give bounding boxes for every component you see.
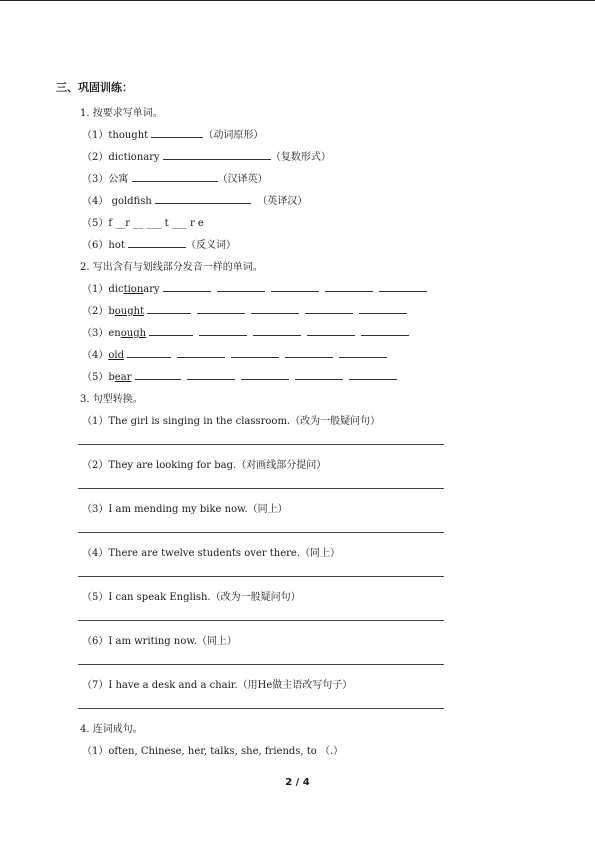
q1-item-1: （1）thought （动词原形） <box>82 126 263 141</box>
section-title: 三、巩固训练： <box>56 81 133 94</box>
q3-item-1: （1）The girl is singing in the classroom.（改为一般疑问句） <box>82 416 381 427</box>
q1-item-5: （5）f __r __ ___ t ___ r e <box>82 218 204 229</box>
q3-item-7: （7）I have a desk and a chair.（用He做主语改写句子） <box>82 680 353 691</box>
q2-item-5: （5）bear <box>82 368 403 383</box>
q1-item-6: （6）hot （反义词） <box>82 236 236 251</box>
answer-line <box>78 532 444 533</box>
underlined-part: ough <box>120 328 147 339</box>
answer-line <box>78 576 444 577</box>
q3-title: 3. 句型转换。 <box>80 394 143 405</box>
q2-item-3: （3）enough <box>82 324 415 339</box>
underlined-part: ought <box>114 306 145 317</box>
q2-title: 2. 写出含有与划线部分发音一样的单词。 <box>80 262 263 273</box>
answer-line <box>78 620 444 621</box>
answer-line <box>78 708 444 709</box>
q3-item-3: （3）I am mending my bike now.（同上） <box>82 504 288 515</box>
underlined-part: ear <box>114 372 132 383</box>
q1-item-4: （4） goldfish （英译汉） <box>82 192 307 207</box>
q1-title: 1. 按要求写单词。 <box>80 108 163 119</box>
answer-line <box>78 664 444 665</box>
top-rule <box>0 0 595 1</box>
answer-line <box>78 488 444 489</box>
q4-item-1: （1）often, Chinese, her, talks, she, friends, to （.） <box>82 746 344 757</box>
q2-item-4: （4）old <box>82 346 393 361</box>
answer-line <box>78 444 444 445</box>
q1-item-2: （2）dictionary （复数形式） <box>82 148 331 163</box>
q3-item-2: （2）They are looking for bag.（对画线部分提问） <box>82 460 327 471</box>
page-number: 2 / 4 <box>285 777 310 788</box>
q3-item-4: （4）There are twelve students over there.（同上） <box>82 548 341 559</box>
underlined-part: old <box>108 350 124 361</box>
q4-title: 4. 连词成句。 <box>80 724 143 735</box>
q1-item-3: （3）公寓 （汉译英） <box>82 170 268 185</box>
q3-item-5: （5）I can speak English.（改为一般疑问句） <box>82 592 301 603</box>
q3-item-6: （6）I am writing now.（同上） <box>82 636 237 647</box>
underlined-part: tion <box>123 284 144 295</box>
q2-item-2: （2）bought <box>82 302 413 317</box>
q2-item-1: （1）dictionary <box>82 280 433 295</box>
